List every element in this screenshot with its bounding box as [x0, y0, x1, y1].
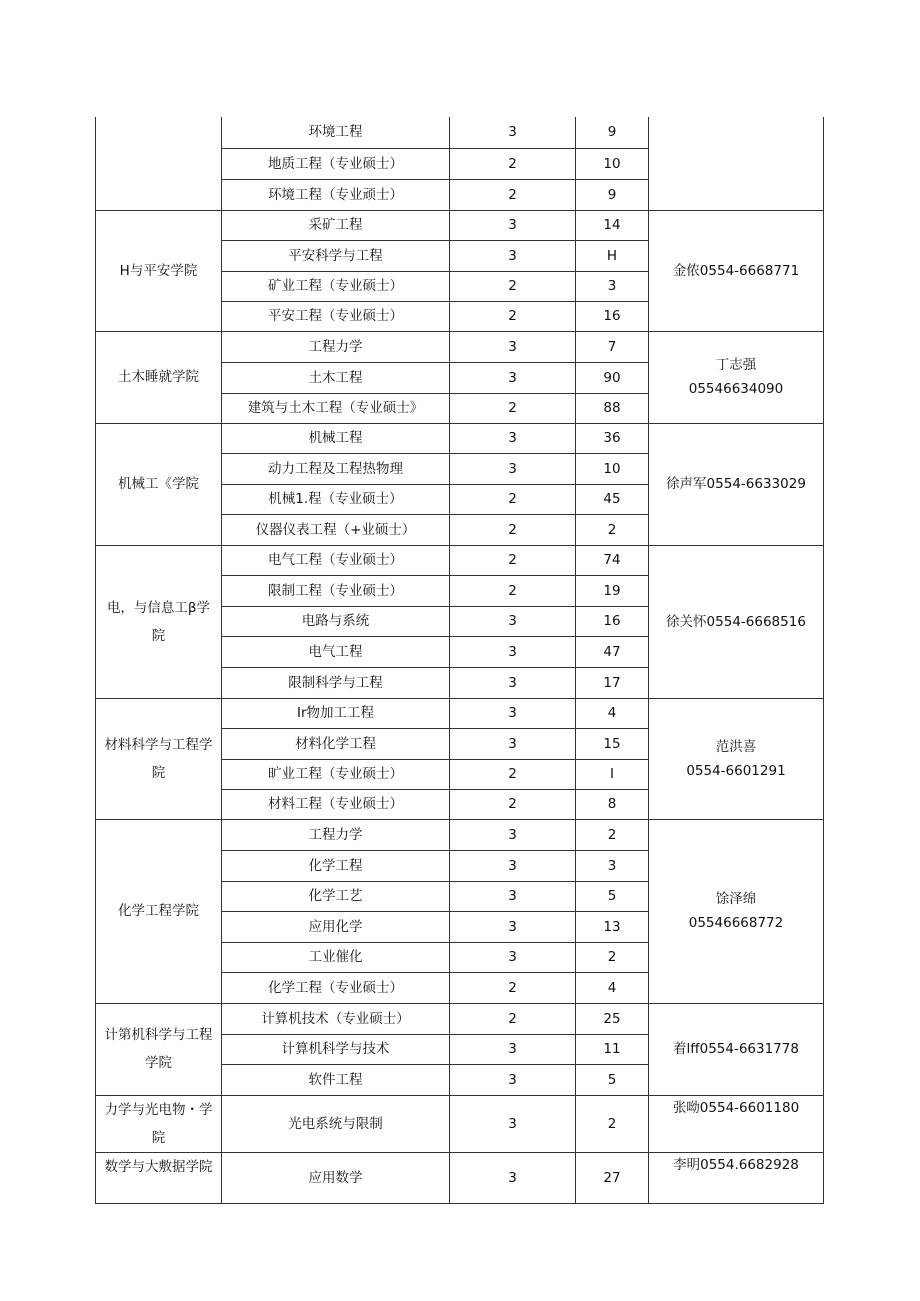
count-cell: 4: [576, 698, 649, 728]
major-cell: 平安科学与工程: [222, 240, 450, 271]
years-cell: 2: [450, 484, 576, 514]
major-cell: 环境工程（专业顽士）: [222, 179, 450, 210]
major-cell: 仪器仪表工程（+业硕士）: [222, 514, 450, 545]
count-cell: 47: [576, 636, 649, 667]
count-cell: 13: [576, 911, 649, 942]
years-cell: 3: [450, 240, 576, 271]
years-cell: 3: [450, 423, 576, 453]
count-cell: 10: [576, 148, 649, 179]
college-cell: 计第机科学与工程 学院: [96, 1003, 222, 1095]
years-cell: 3: [450, 942, 576, 972]
years-cell: 3: [450, 453, 576, 484]
count-cell: 17: [576, 667, 649, 698]
count-cell: 2: [576, 942, 649, 972]
years-cell: 2: [450, 271, 576, 301]
major-cell: 化学工程: [222, 850, 450, 881]
major-cell: 计算机技术（专业硕士）: [222, 1003, 450, 1034]
years-cell: 3: [450, 606, 576, 636]
table-row: [96, 117, 824, 148]
count-cell: 10: [576, 453, 649, 484]
count-cell: 15: [576, 728, 649, 759]
count-cell: 16: [576, 606, 649, 636]
count-cell: 45: [576, 484, 649, 514]
table-row: [96, 1152, 824, 1203]
major-cell: Ir物加工工程: [222, 698, 450, 728]
count-cell: 25: [576, 1003, 649, 1034]
years-cell: 2: [450, 972, 576, 1003]
major-cell: 工业催化: [222, 942, 450, 972]
years-cell: 3: [450, 117, 576, 148]
count-cell: 36: [576, 423, 649, 453]
table-row: [96, 210, 824, 240]
count-cell: 90: [576, 362, 649, 393]
count-cell: 2: [576, 1095, 649, 1152]
years-cell: 2: [450, 1003, 576, 1034]
major-cell: 光电系统与限制: [222, 1095, 450, 1152]
years-cell: 3: [450, 1095, 576, 1152]
table-row: [96, 698, 824, 728]
major-cell: 应用数学: [222, 1152, 450, 1203]
table-row: [96, 423, 824, 453]
major-cell: 应用化学: [222, 911, 450, 942]
contact-cell: 徐声军0554-6633029: [649, 423, 824, 545]
years-cell: 2: [450, 545, 576, 575]
years-cell: 3: [450, 636, 576, 667]
major-cell: 工程力学: [222, 331, 450, 362]
years-cell: 2: [450, 575, 576, 606]
major-cell: 平安工程（专业硕士）: [222, 301, 450, 331]
major-cell: 矿业工程（专业硕士）: [222, 271, 450, 301]
major-cell: 电路与系统: [222, 606, 450, 636]
years-cell: 3: [450, 819, 576, 850]
table-row: [96, 819, 824, 850]
major-cell: 环境工程: [222, 117, 450, 148]
major-cell: 土木工程: [222, 362, 450, 393]
major-cell: 旷业工程（专业硕士）: [222, 759, 450, 789]
years-cell: 3: [450, 1152, 576, 1203]
count-cell: 14: [576, 210, 649, 240]
table-row: [96, 1095, 824, 1152]
major-cell: 电气工程: [222, 636, 450, 667]
count-cell: 9: [576, 117, 649, 148]
count-cell: 8: [576, 789, 649, 819]
count-cell: 4: [576, 972, 649, 1003]
count-cell: 5: [576, 1064, 649, 1095]
years-cell: 2: [450, 514, 576, 545]
contact-cell: 丁志强 05546634090: [649, 331, 824, 423]
college-cell: 土木睡就学院: [96, 331, 222, 423]
college-cell: 化学工程学院: [96, 819, 222, 1003]
contact-cell: 着lff0554-6631778: [649, 1003, 824, 1095]
college-cell: 材料科学与工程学 院: [96, 698, 222, 819]
contact-cell: 范洪喜 0554-6601291: [649, 698, 824, 819]
years-cell: 2: [450, 301, 576, 331]
count-cell: 3: [576, 850, 649, 881]
years-cell: 3: [450, 881, 576, 911]
years-cell: 3: [450, 362, 576, 393]
major-cell: 动力工程及工程热物理: [222, 453, 450, 484]
table-row: [96, 1003, 824, 1034]
contact-cell: 金侬0554-6668771: [649, 210, 824, 331]
years-cell: 3: [450, 1034, 576, 1064]
contact-cell: 张呦0554-6601180: [649, 1095, 824, 1152]
years-cell: 3: [450, 911, 576, 942]
admissions-table: [95, 117, 824, 1204]
major-cell: 地质工程（专业硕士）: [222, 148, 450, 179]
major-cell: 软件工程: [222, 1064, 450, 1095]
count-cell: 2: [576, 514, 649, 545]
count-cell: I: [576, 759, 649, 789]
major-cell: 化学工程（专业硕士）: [222, 972, 450, 1003]
count-cell: 2: [576, 819, 649, 850]
contact-cell: 徐关怀0554-6668516: [649, 545, 824, 698]
years-cell: 3: [450, 850, 576, 881]
count-cell: 9: [576, 179, 649, 210]
major-cell: 工程力学: [222, 819, 450, 850]
count-cell: 11: [576, 1034, 649, 1064]
years-cell: 3: [450, 1064, 576, 1095]
count-cell: 5: [576, 881, 649, 911]
years-cell: 3: [450, 728, 576, 759]
years-cell: 2: [450, 759, 576, 789]
count-cell: 19: [576, 575, 649, 606]
college-cell: 机械工《学院: [96, 423, 222, 545]
years-cell: 3: [450, 331, 576, 362]
years-cell: 2: [450, 179, 576, 210]
contact-cell: 李明0554.6682928: [649, 1152, 824, 1203]
count-cell: 88: [576, 393, 649, 423]
contact-cell: [649, 117, 824, 210]
major-cell: 电气工程（专业硕士）: [222, 545, 450, 575]
table-row: [96, 331, 824, 362]
major-cell: 材料工程（专业硕士）: [222, 789, 450, 819]
years-cell: 2: [450, 393, 576, 423]
major-cell: 采矿工程: [222, 210, 450, 240]
years-cell: 3: [450, 667, 576, 698]
years-cell: 3: [450, 698, 576, 728]
years-cell: 2: [450, 148, 576, 179]
count-cell: 16: [576, 301, 649, 331]
college-cell: H与平安学院: [96, 210, 222, 331]
major-cell: 限制工程（专业硕士）: [222, 575, 450, 606]
contact-cell: 馀泽绵 05546668772: [649, 819, 824, 1003]
years-cell: 3: [450, 210, 576, 240]
major-cell: 化学工艺: [222, 881, 450, 911]
count-cell: 27: [576, 1152, 649, 1203]
count-cell: H: [576, 240, 649, 271]
major-cell: 机械1.程（专业硕士）: [222, 484, 450, 514]
college-cell: 力学与光电物・学 院: [96, 1095, 222, 1152]
count-cell: 74: [576, 545, 649, 575]
major-cell: 材料化学工程: [222, 728, 450, 759]
college-cell: [96, 117, 222, 210]
major-cell: 限制科学与工程: [222, 667, 450, 698]
major-cell: 计算机科学与技术: [222, 1034, 450, 1064]
major-cell: 建筑与土木工程（专业硕士》: [222, 393, 450, 423]
college-cell: 数学与大敷据学院: [96, 1152, 222, 1203]
count-cell: 3: [576, 271, 649, 301]
major-cell: 机械工程: [222, 423, 450, 453]
table-row: [96, 545, 824, 575]
years-cell: 2: [450, 789, 576, 819]
count-cell: 7: [576, 331, 649, 362]
college-cell: 电，与信息工β学 院: [96, 545, 222, 698]
